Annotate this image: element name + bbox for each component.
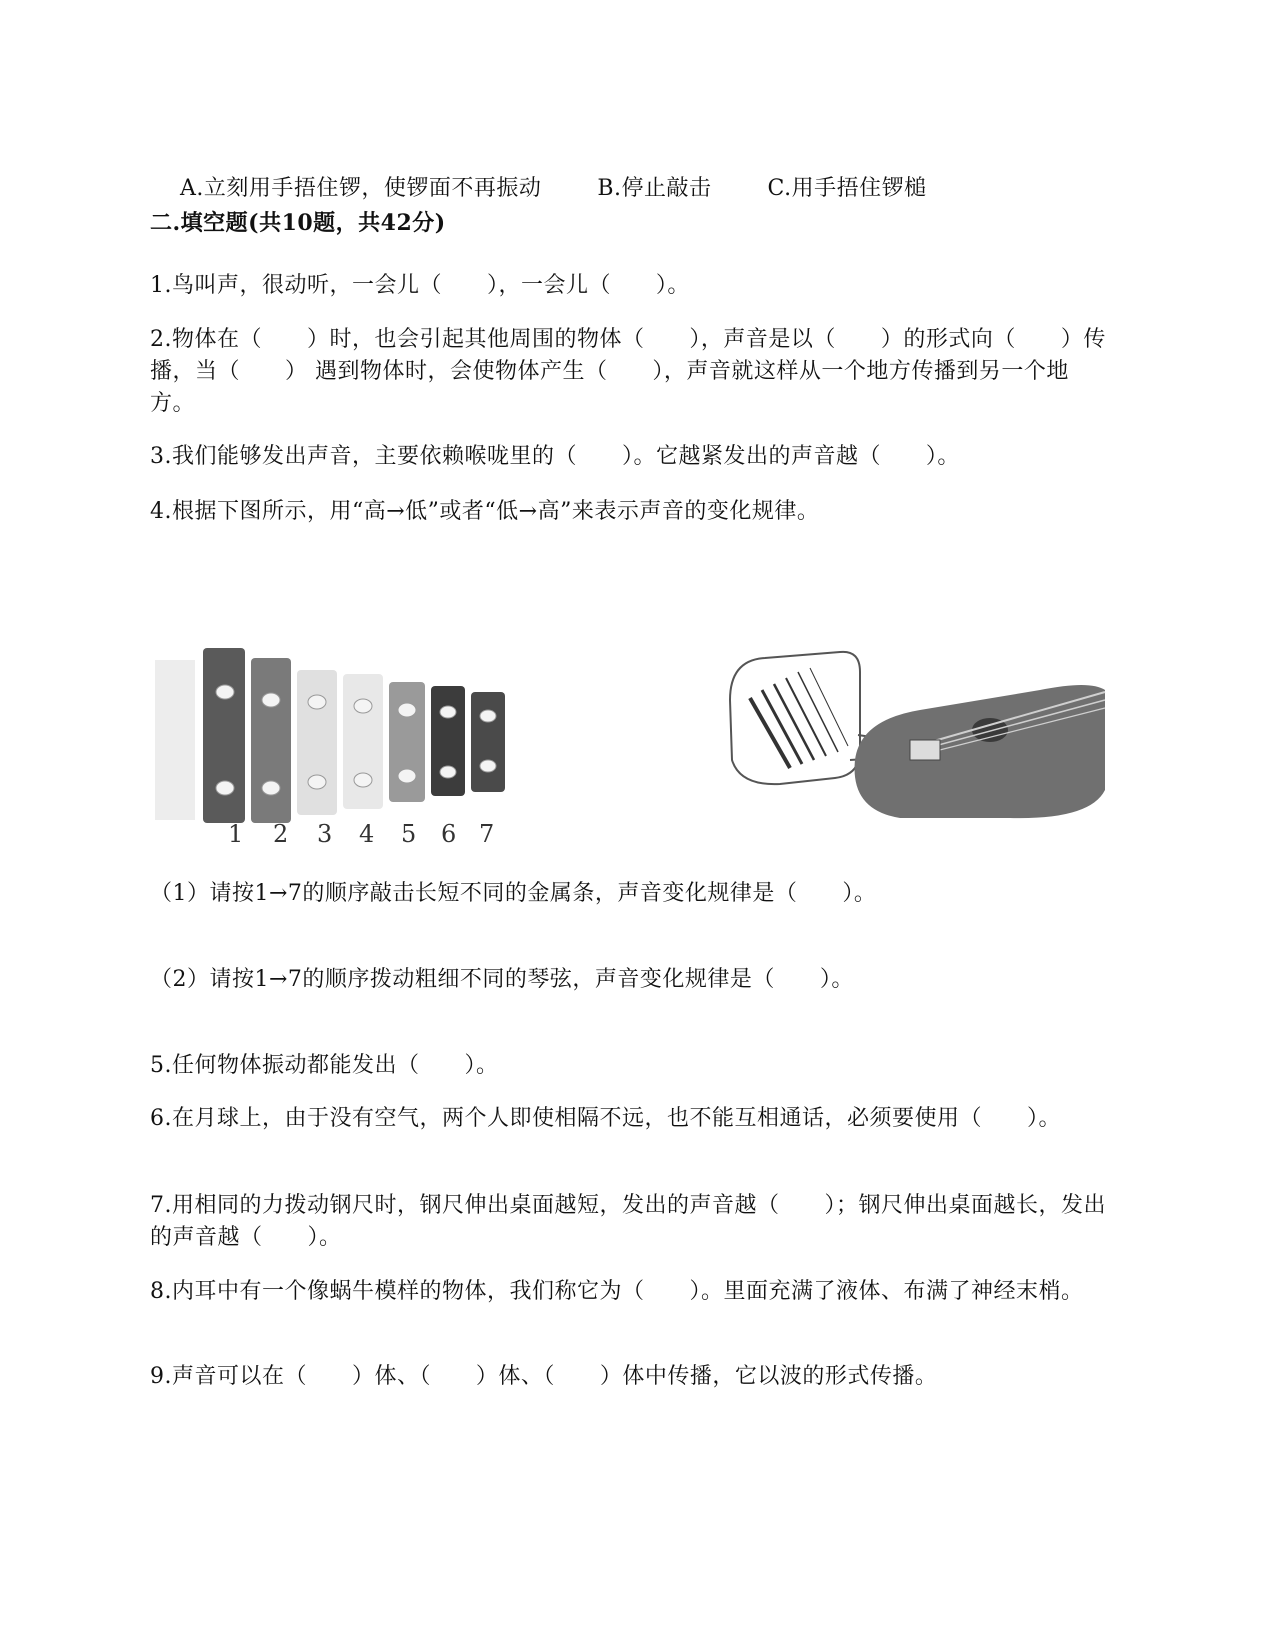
question-2: 2.物体在（ ）时，也会引起其他周围的物体（ ），声音是以（ ）的形式向（ ）传播，当（ ） 遇到物体时，会使物体产生（ ），声音就这样从一个地方传播到另一个地方。 xyxy=(150,327,1106,416)
guitar-body xyxy=(855,685,1105,818)
xylophone-label-7: 7 xyxy=(479,820,495,848)
xylophone-bar-4 xyxy=(343,674,383,809)
string-callout xyxy=(730,652,860,784)
option-c: C.用手捂住锣槌 xyxy=(767,176,927,201)
xylophone-label-4: 4 xyxy=(359,820,375,848)
question-1: 1.鸟叫声，很动听，一会儿（ ），一会儿（ ）。 xyxy=(150,273,690,298)
xylophone-bar-7 xyxy=(471,692,505,792)
question-4: 4.根据下图所示，用“高→低”或者“低→高”来表示声音的变化规律。 xyxy=(150,499,820,524)
xylophone-bar-3 xyxy=(297,670,337,815)
question-6: 6.在月球上，由于没有空气，两个人即使相隔不远，也不能互相通话，必须要使用（ ）。 xyxy=(150,1106,1061,1131)
xylophone-frame xyxy=(155,660,195,820)
question-9: 9.声音可以在（ ）体、（ ）体、（ ）体中传播，它以波的形式传播。 xyxy=(150,1364,938,1389)
xylophone-bar-2 xyxy=(251,658,291,823)
xylophone-bar-1 xyxy=(203,648,245,823)
option-b: B.停止敲击 xyxy=(597,176,712,201)
option-a: A.立刻用手捂住锣，使锣面不再振动 xyxy=(179,176,542,201)
question-4-sub-1: （1）请按1→7的顺序敲击长短不同的金属条，声音变化规律是（ ）。 xyxy=(150,881,877,906)
xylophone-bar-5 xyxy=(389,682,425,802)
question-7: 7.用相同的力拨动钢尺时，钢尺伸出桌面越短，发出的声音越（ ）；钢尺伸出桌面越长，发出的声音越（ ）。 xyxy=(150,1193,1106,1250)
question-4-sub-2: （2）请按1→7的顺序拨动粗细不同的琴弦，声音变化规律是（ ）。 xyxy=(150,967,854,992)
xylophone-label-3: 3 xyxy=(317,820,333,848)
xylophone-label-6: 6 xyxy=(441,820,457,848)
guitar-figure xyxy=(710,650,1110,850)
xylophone-label-2: 2 xyxy=(273,820,289,848)
xylophone-figure xyxy=(155,640,515,850)
xylophone-label-1: 1 xyxy=(228,820,244,848)
question-5: 5.任何物体振动都能发出（ ）。 xyxy=(150,1053,499,1078)
xylophone-label-5: 5 xyxy=(401,820,417,848)
question-8: 8.内耳中有一个像蜗牛模样的物体，我们称它为（ ）。里面充满了液体、布满了神经末梢。 xyxy=(150,1279,1084,1304)
question-3: 3.我们能够发出声音，主要依赖喉咙里的（ ）。它越紧发出的声音越（ ）。 xyxy=(150,444,960,469)
section-title: 二.填空题(共10题，共42分) xyxy=(150,210,446,236)
xylophone-bar-6 xyxy=(431,686,465,796)
